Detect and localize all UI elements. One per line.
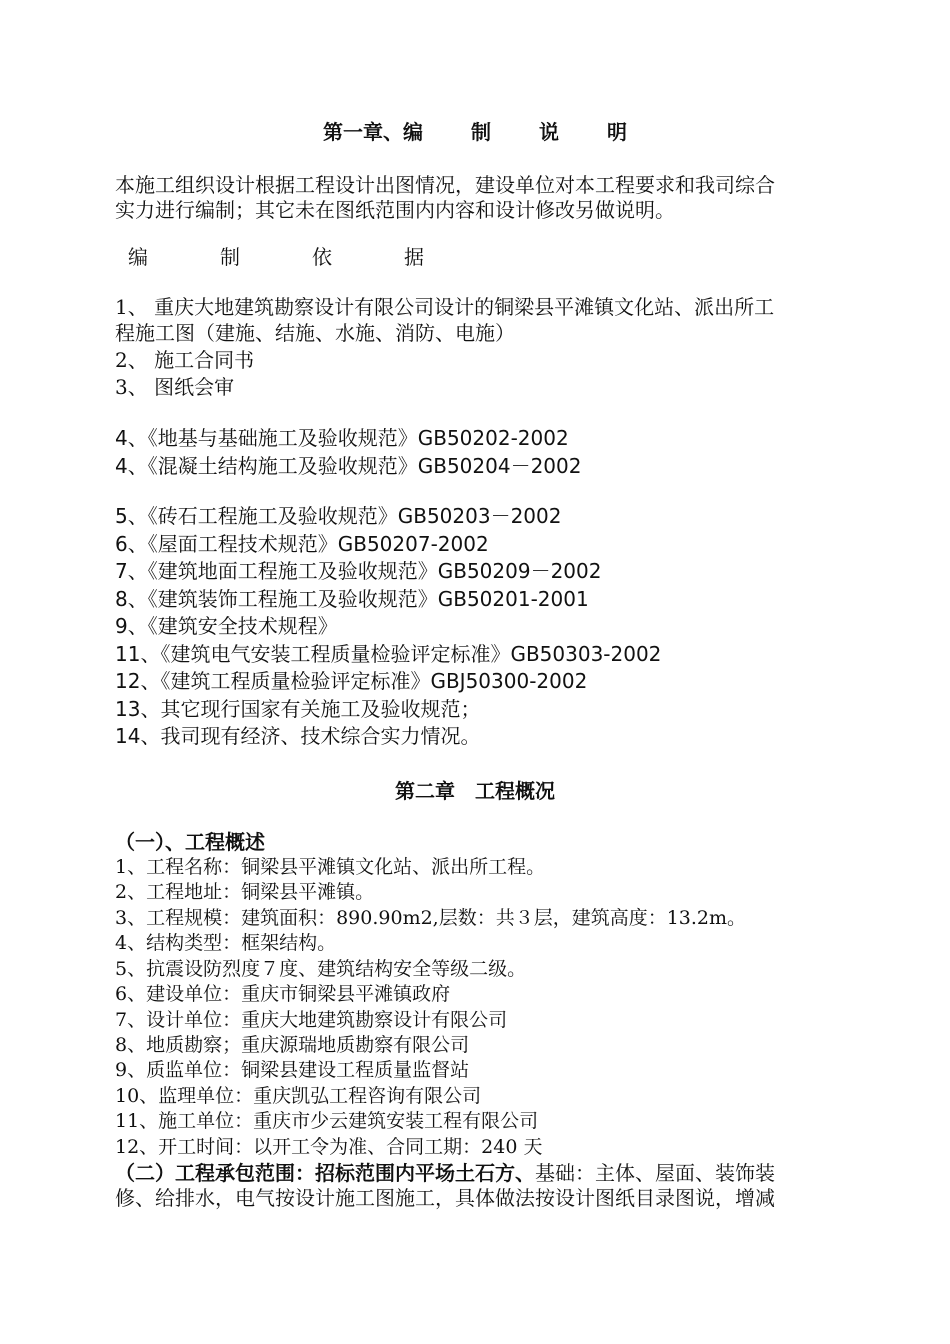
basis-heading-char: 据 [404,245,424,269]
basis-item: 13、其它现行国家有关施工及验收规范； [115,697,481,721]
section2-rest: 基础：主体、屋面、装饰装 [535,1161,775,1185]
intro-line: 本施工组织设计根据工程设计出图情况，建设单位对本工程要求和我司综合 [115,173,775,197]
overview-line: 2、工程地址：铜梁县平滩镇。 [115,881,375,903]
basis-item: 4、《地基与基础施工及验收规范》GB50202-2002 [115,426,569,450]
basis-heading-char: 制 [220,245,240,269]
chapter1-title-part: 说 [539,120,559,144]
section1-title: （一）、工程概述 [115,830,265,854]
chapter1-title-part: 第一章、编 [323,120,423,144]
overview-line: 6、建设单位：重庆市铜梁县平滩镇政府 [115,983,451,1005]
basis-item: 14、我司现有经济、技术综合实力情况。 [115,724,481,748]
basis-item: 程施工图（建施、结施、水施、消防、电施） [115,321,515,345]
basis-item: 2、 施工合同书 [115,348,255,372]
section2-line [115,1161,775,1185]
overview-line: 1、工程名称：铜梁县平滩镇文化站、派出所工程。 [115,856,546,878]
overview-line: 7、设计单位：重庆大地建筑勘察设计有限公司 [115,1009,508,1031]
basis-item: 11、《建筑电气安装工程质量检验评定标准》GB50303-2002 [115,642,662,666]
basis-heading-char: 依 [312,245,332,269]
overview-line: 4、结构类型：框架结构。 [115,932,337,954]
basis-item: 7、《建筑地面工程施工及验收规范》GB50209－2002 [115,559,602,583]
basis-item: 6、《屋面工程技术规范》GB50207-2002 [115,532,489,556]
section2-lead: （二）工程承包范围：招标范围内平场土石方、 [115,1161,535,1185]
overview-line: 9、质监单位：铜梁县建设工程质量监督站 [115,1059,470,1081]
section2-line: 修、给排水，电气按设计施工图施工，具体做法按设计图纸目录图说，增减 [115,1186,775,1210]
basis-item: 8、《建筑装饰工程施工及验收规范》GB50201-2001 [115,587,589,611]
basis-item: 9、《建筑安全技术规程》 [115,614,338,638]
basis-item: 1、 重庆大地建筑勘察设计有限公司设计的铜梁县平滩镇文化站、派出所工 [115,295,775,319]
overview-line: 10、监理单位：重庆凯弘工程咨询有限公司 [115,1085,482,1107]
chapter1-title-part: 明 [607,120,627,144]
basis-item: 3、 图纸会审 [115,375,235,399]
chapter2-title: 第二章 工程概况 [395,779,555,803]
basis-heading-char: 编 [128,245,148,269]
overview-line: 8、地质勘察；重庆源瑞地质勘察有限公司 [115,1034,470,1056]
overview-line: 11、施工单位：重庆市少云建筑安装工程有限公司 [115,1110,539,1132]
basis-heading [128,245,424,269]
intro-line: 实力进行编制；其它未在图纸范围内内容和设计修改另做说明。 [115,198,675,222]
chapter1-title-part: 制 [471,120,491,144]
basis-item: 5、《砖石工程施工及验收规范》GB50203－2002 [115,504,562,528]
overview-line: 5、抗震设防烈度７度、建筑结构安全等级二级。 [115,958,527,980]
overview-line: 12、开工时间：以开工令为准、合同工期：240 天 [115,1136,543,1158]
chapter1-title [0,120,950,144]
basis-item: 4、《混凝土结构施工及验收规范》GB50204－2002 [115,454,582,478]
basis-item: 12、《建筑工程质量检验评定标准》GBJ50300-2002 [115,669,588,693]
overview-line: 3、工程规模：建筑面积：890.90m2,层数：共３层，建筑高度：13.2m。 [115,907,747,929]
